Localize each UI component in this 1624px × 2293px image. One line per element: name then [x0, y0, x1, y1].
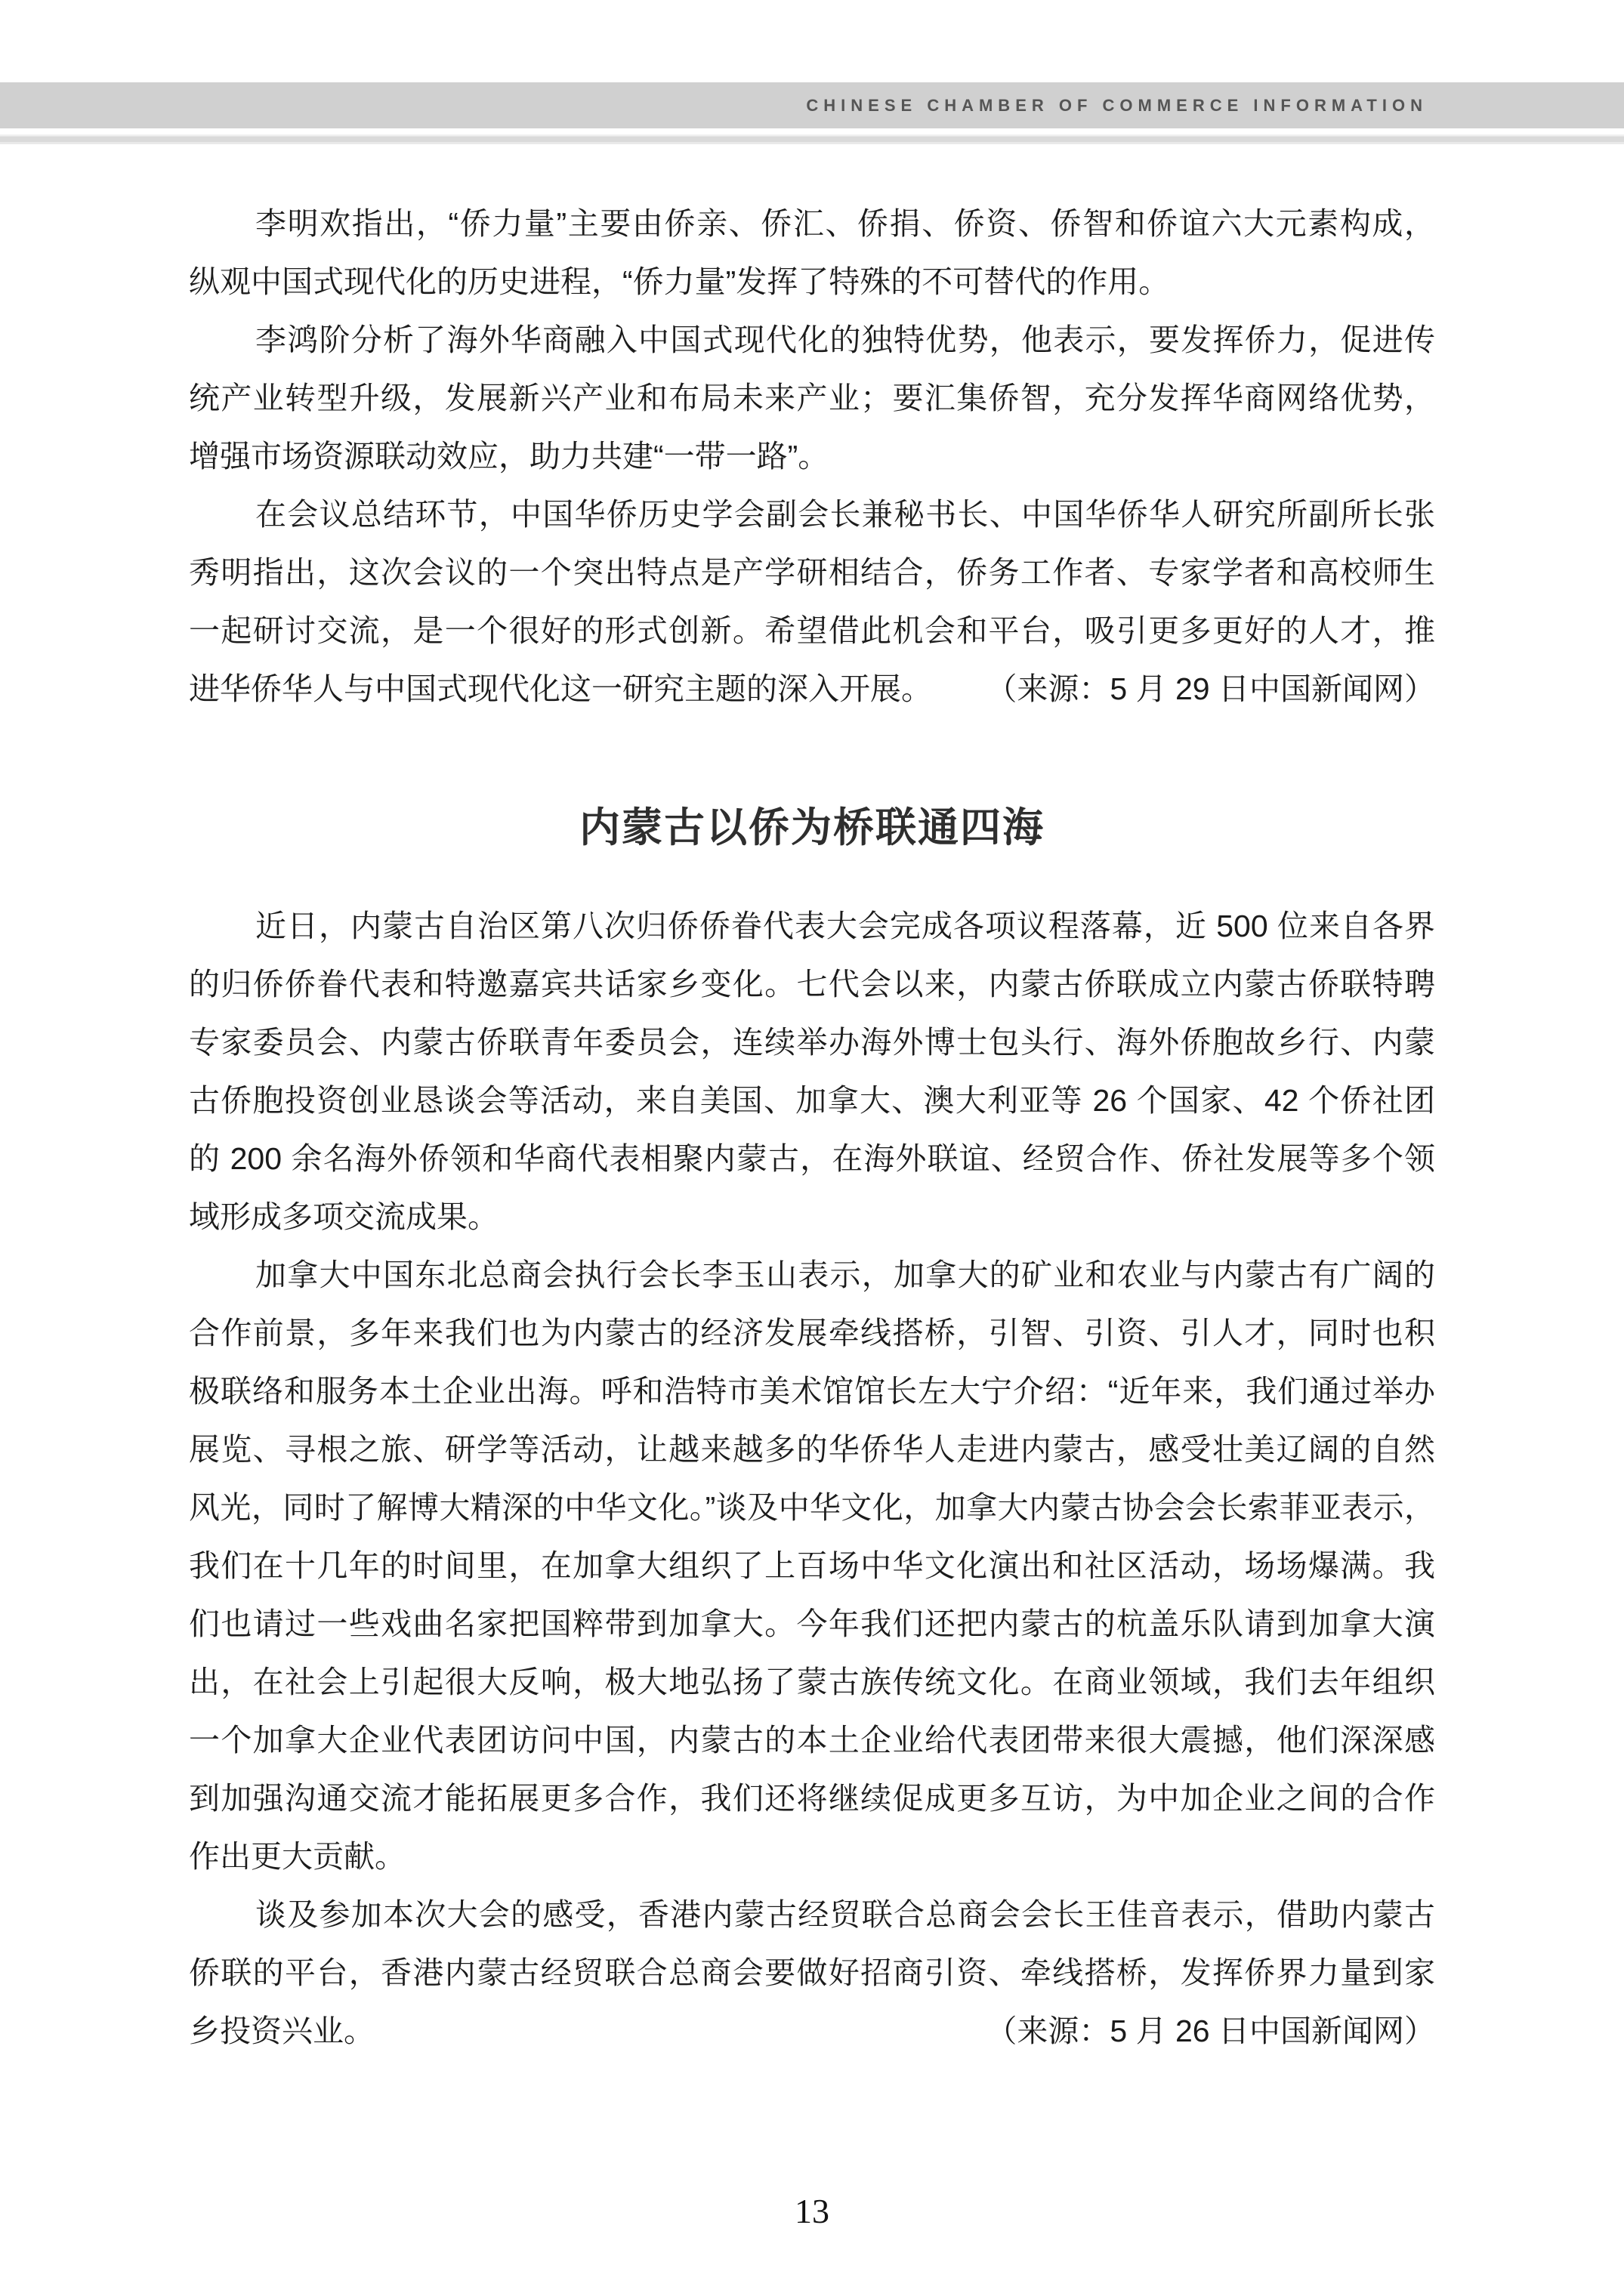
text-line: 秀明指出，这次会议的一个突出特点是产学研相结合，侨务工作者、专家学者和高校师生 [189, 555, 1435, 590]
line-text: 乡投资兴业。 [189, 2014, 375, 2048]
text-line: 风光，同时了解博大精深的中华文化。”谈及中华文化，加拿大内蒙古协会会长索菲亚表示， [189, 1490, 1435, 1525]
text-line: 合作前景，多年来我们也为内蒙古的经济发展牵线搭桥，引智、引资、引人才，同时也积 [189, 1316, 1435, 1350]
text-line: 专家委员会、内蒙古侨联青年委员会，连续举办海外博士包头行、海外侨胞故乡行、内蒙 [189, 1025, 1435, 1060]
source-attribution: （来源：5 月 26 日中国新闻网） [986, 2014, 1435, 2048]
text-line: 展览、寻根之旅、研学等活动，让越来越多的华侨华人走进内蒙古，感受壮美辽阔的自然 [189, 1432, 1435, 1467]
page-content [189, 195, 1435, 2060]
text-line: 加拿大中国东北总商会执行会长李玉山表示，加拿大的矿业和农业与内蒙古有广阔的 [255, 1258, 1435, 1292]
text-line: 古侨胞投资创业恳谈会等活动，来自美国、加拿大、澳大利亚等 26 个国家、42 个侨社团 [189, 1083, 1435, 1118]
text-line: 李鸿阶分析了海外华商融入中国式现代化的独特优势，他表示，要发挥侨力，促进传 [255, 323, 1435, 357]
text-line: 的归侨侨眷代表和特邀嘉宾共话家乡变化。七代会以来，内蒙古侨联成立内蒙古侨联特聘 [189, 967, 1435, 1001]
page-number: 13 [795, 2192, 829, 2230]
text-line: 一个加拿大企业代表团访问中国，内蒙古的本土企业给代表团带来很大震撼，他们深深感 [189, 1723, 1435, 1758]
text-line: 近日，内蒙古自治区第八次归侨侨眷代表大会完成各项议程落幕，近 500 位来自各界 [255, 909, 1435, 943]
text-line: 谈及参加本次大会的感受，香港内蒙古经贸联合总商会会长王佳音表示，借助内蒙古 [255, 1897, 1435, 1932]
text-line [189, 660, 1435, 718]
text-line: 一起研讨交流，是一个很好的形式创新。希望借此机会和平台，吸引更多更好的人才，推 [189, 613, 1435, 648]
text-line: 们也请过一些戏曲名家把国粹带到加拿大。今年我们还把内蒙古的杭盖乐队请到加拿大演 [189, 1606, 1435, 1641]
text-line: 纵观中国式现代化的历史进程，“侨力量”发挥了特殊的不可替代的作用。 [189, 264, 1170, 299]
text-line: 的 200 余名海外侨领和华商代表相聚内蒙古，在海外联谊、经贸合作、侨社发展等多个领 [189, 1141, 1435, 1176]
text-line: 在会议总结环节，中国华侨历史学会副会长兼秘书长、中国华侨华人研究所副所长张 [255, 497, 1435, 532]
text-line: 出，在社会上引起很大反响，极大地弘扬了蒙古族传统文化。在商业领域，我们去年组织 [189, 1665, 1435, 1699]
text-line: 统产业转型升级，发展新兴产业和布局未来产业；要汇集侨智，充分发挥华商网络优势， [189, 381, 1435, 415]
line-text: 进华侨华人与中国式现代化这一研究主题的深入开展。 [189, 671, 932, 706]
header-divider-stripe [0, 134, 1624, 144]
text-line: 李明欢指出，“侨力量”主要由侨亲、侨汇、侨捐、侨资、侨智和侨谊六大元素构成， [255, 206, 1435, 241]
text-line [189, 2002, 1435, 2060]
article-body [189, 897, 1435, 2060]
text-line: 我们在十几年的时间里，在加拿大组织了上百场中华文化演出和社区活动，场场爆满。我 [189, 1548, 1435, 1583]
text-line: 作出更大贡献。 [189, 1839, 406, 1874]
banner-title: CHINESE CHAMBER OF COMMERCE INFORMATION [806, 95, 1428, 115]
text-line: 侨联的平台，香港内蒙古经贸联合总商会要做好招商引资、牵线搭桥，发挥侨界力量到家 [189, 1955, 1435, 1990]
text-line: 域形成多项交流成果。 [189, 1199, 499, 1234]
header-banner [0, 82, 1624, 128]
text-line: 增强市场资源联动效应，助力共建“一带一路”。 [189, 439, 829, 474]
article-title: 内蒙古以侨为桥联通四海 [579, 805, 1045, 850]
article-continuation-body [189, 195, 1435, 718]
text-line: 到加强沟通交流才能拓展更多合作，我们还将继续促成更多互访，为中加企业之间的合作 [189, 1781, 1435, 1816]
text-line: 极联络和服务本土企业出海。呼和浩特市美术馆馆长左大宁介绍：“近年来，我们通过举办 [189, 1374, 1435, 1409]
source-attribution: （来源：5 月 29 日中国新闻网） [986, 671, 1435, 706]
